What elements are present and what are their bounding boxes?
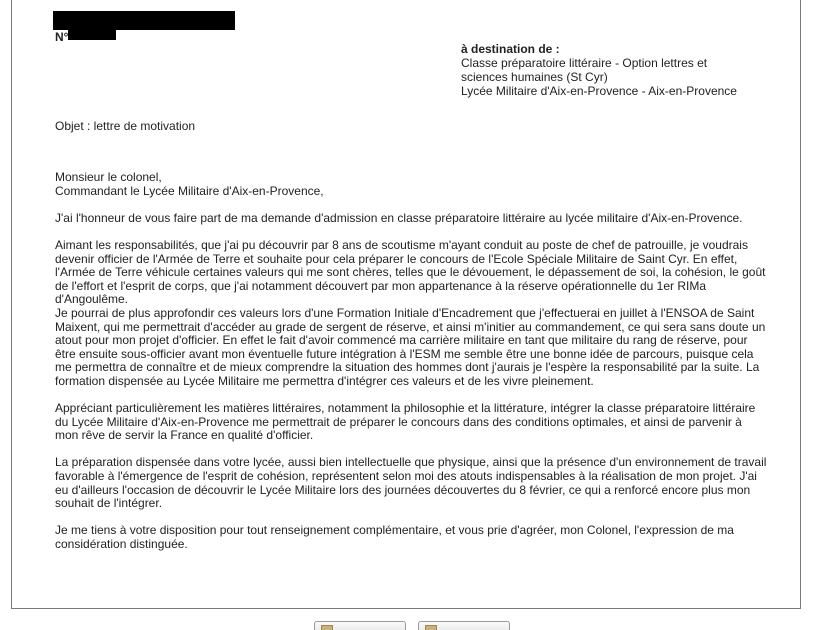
paragraph: La préparation dispensée dans votre lycée, aussi bien intellectuelle que physique, ainsi que la présence d'un environnement de travail favorable à l'émergence de l'esprit de cohésion, représentent selon moi des atouts indispensables à la réalisation de mon projet. J'ai eu d'ailleurs l'occasion de découvrir le Lycée Militaire lors des journées découvertes du 8 février, ce qui a renforcé encore plus mon souhait de l'intégrer.	[55, 455, 767, 511]
paragraph: Je me tiens à votre disposition pour tout renseignement complémentaire, et vous prie d'agréer, mon Colonel, l'expression de ma considération distinguée.	[55, 523, 734, 552]
recipient-title: à destination de :	[461, 42, 560, 56]
envelope-icon	[321, 625, 333, 630]
toolbar-button-right[interactable]	[418, 621, 510, 630]
letter-body	[55, 171, 767, 552]
document-icon	[425, 625, 437, 630]
recipient-line: sciences humaines (St Cyr)	[461, 70, 608, 84]
paragraph: Aimant les responsabilités, que j'ai pu découvrir par 8 ans de scoutisme m'ayant conduit au poste de chef de patrouille, je voudrais devenir officier de l'Armée de Terre et souhaite pour cela préparer le concours de l'Ecole Spéciale Militaire de Saint Cyr. En effet, l'Armée de Terre véhicule certaines valeurs qui me sont chères, telles que le dévouement, le dépassement de soi, la cohésion, le goût de l'effort et l'esprit de corps, que j'ai notamment découvert par mon appartenance à la réserve opérationnelle du 1er RIMa d'Angoulême.	[55, 237, 766, 307]
redacted-number-block	[68, 28, 116, 40]
toolbar-button-left[interactable]	[314, 621, 406, 630]
paragraph: J'ai l'honneur de vous faire part de ma demande d'admission en classe préparatoire littéraire au lycée militaire d'Aix-en-Provence.	[55, 210, 743, 225]
paragraph: Appréciant particulièrement les matières littéraires, notamment la philosophie et la littérature, intégrer la classe préparatoire littéraire du Lycée Militaire d'Aix-en-Provence me permettrait de préparer le concours dans des conditions optimales, et ainsi de parvenir à mon rêve de servir la France en qualité d'officier.	[55, 401, 756, 443]
letter-document	[11, 0, 801, 609]
recipient-line: Lycée Militaire d'Aix-en-Provence - Aix-en-Provence	[461, 84, 737, 98]
object-line: Objet : lettre de motivation	[55, 119, 196, 133]
recipient-line: Classe préparatoire littéraire - Option lettres et	[461, 56, 708, 70]
sender-number-label: N°	[55, 30, 69, 44]
salutation	[55, 171, 767, 198]
bottom-toolbar	[314, 621, 510, 630]
salutation-line: Monsieur le colonel,	[55, 170, 162, 184]
paragraph: Je pourrai de plus approfondir ces valeurs lors d'une Formation Initiale d'Encadrement que j'effectuerai en juillet à l'ENSOA de Saint Maixent, qui me permettrait d'accéder au grade de sergent de réserve, et ainsi m'initier au commandement, ce qui sera sans doute un atout pour mon projet d'officier. En effet le fait d'avoir commencé ma carrière militaire en tant que militaire du rang de réserve, pour être ensuite sous-officier avant mon éventuelle future intégration à l'ESM me semble être une bonne idée de parcours, puisque cela me permettra de connaître et de mieux comprendre la situation des hommes dont j'aurais je l'espère la responsabilité par la suite. La formation dispensée au Lycée Militaire me permettra d'intégrer ces valeurs et de les vivre pleinement.	[55, 305, 766, 388]
recipient-block	[461, 42, 737, 98]
salutation-line: Commandant le Lycée Militaire d'Aix-en-Provence,	[55, 183, 324, 198]
